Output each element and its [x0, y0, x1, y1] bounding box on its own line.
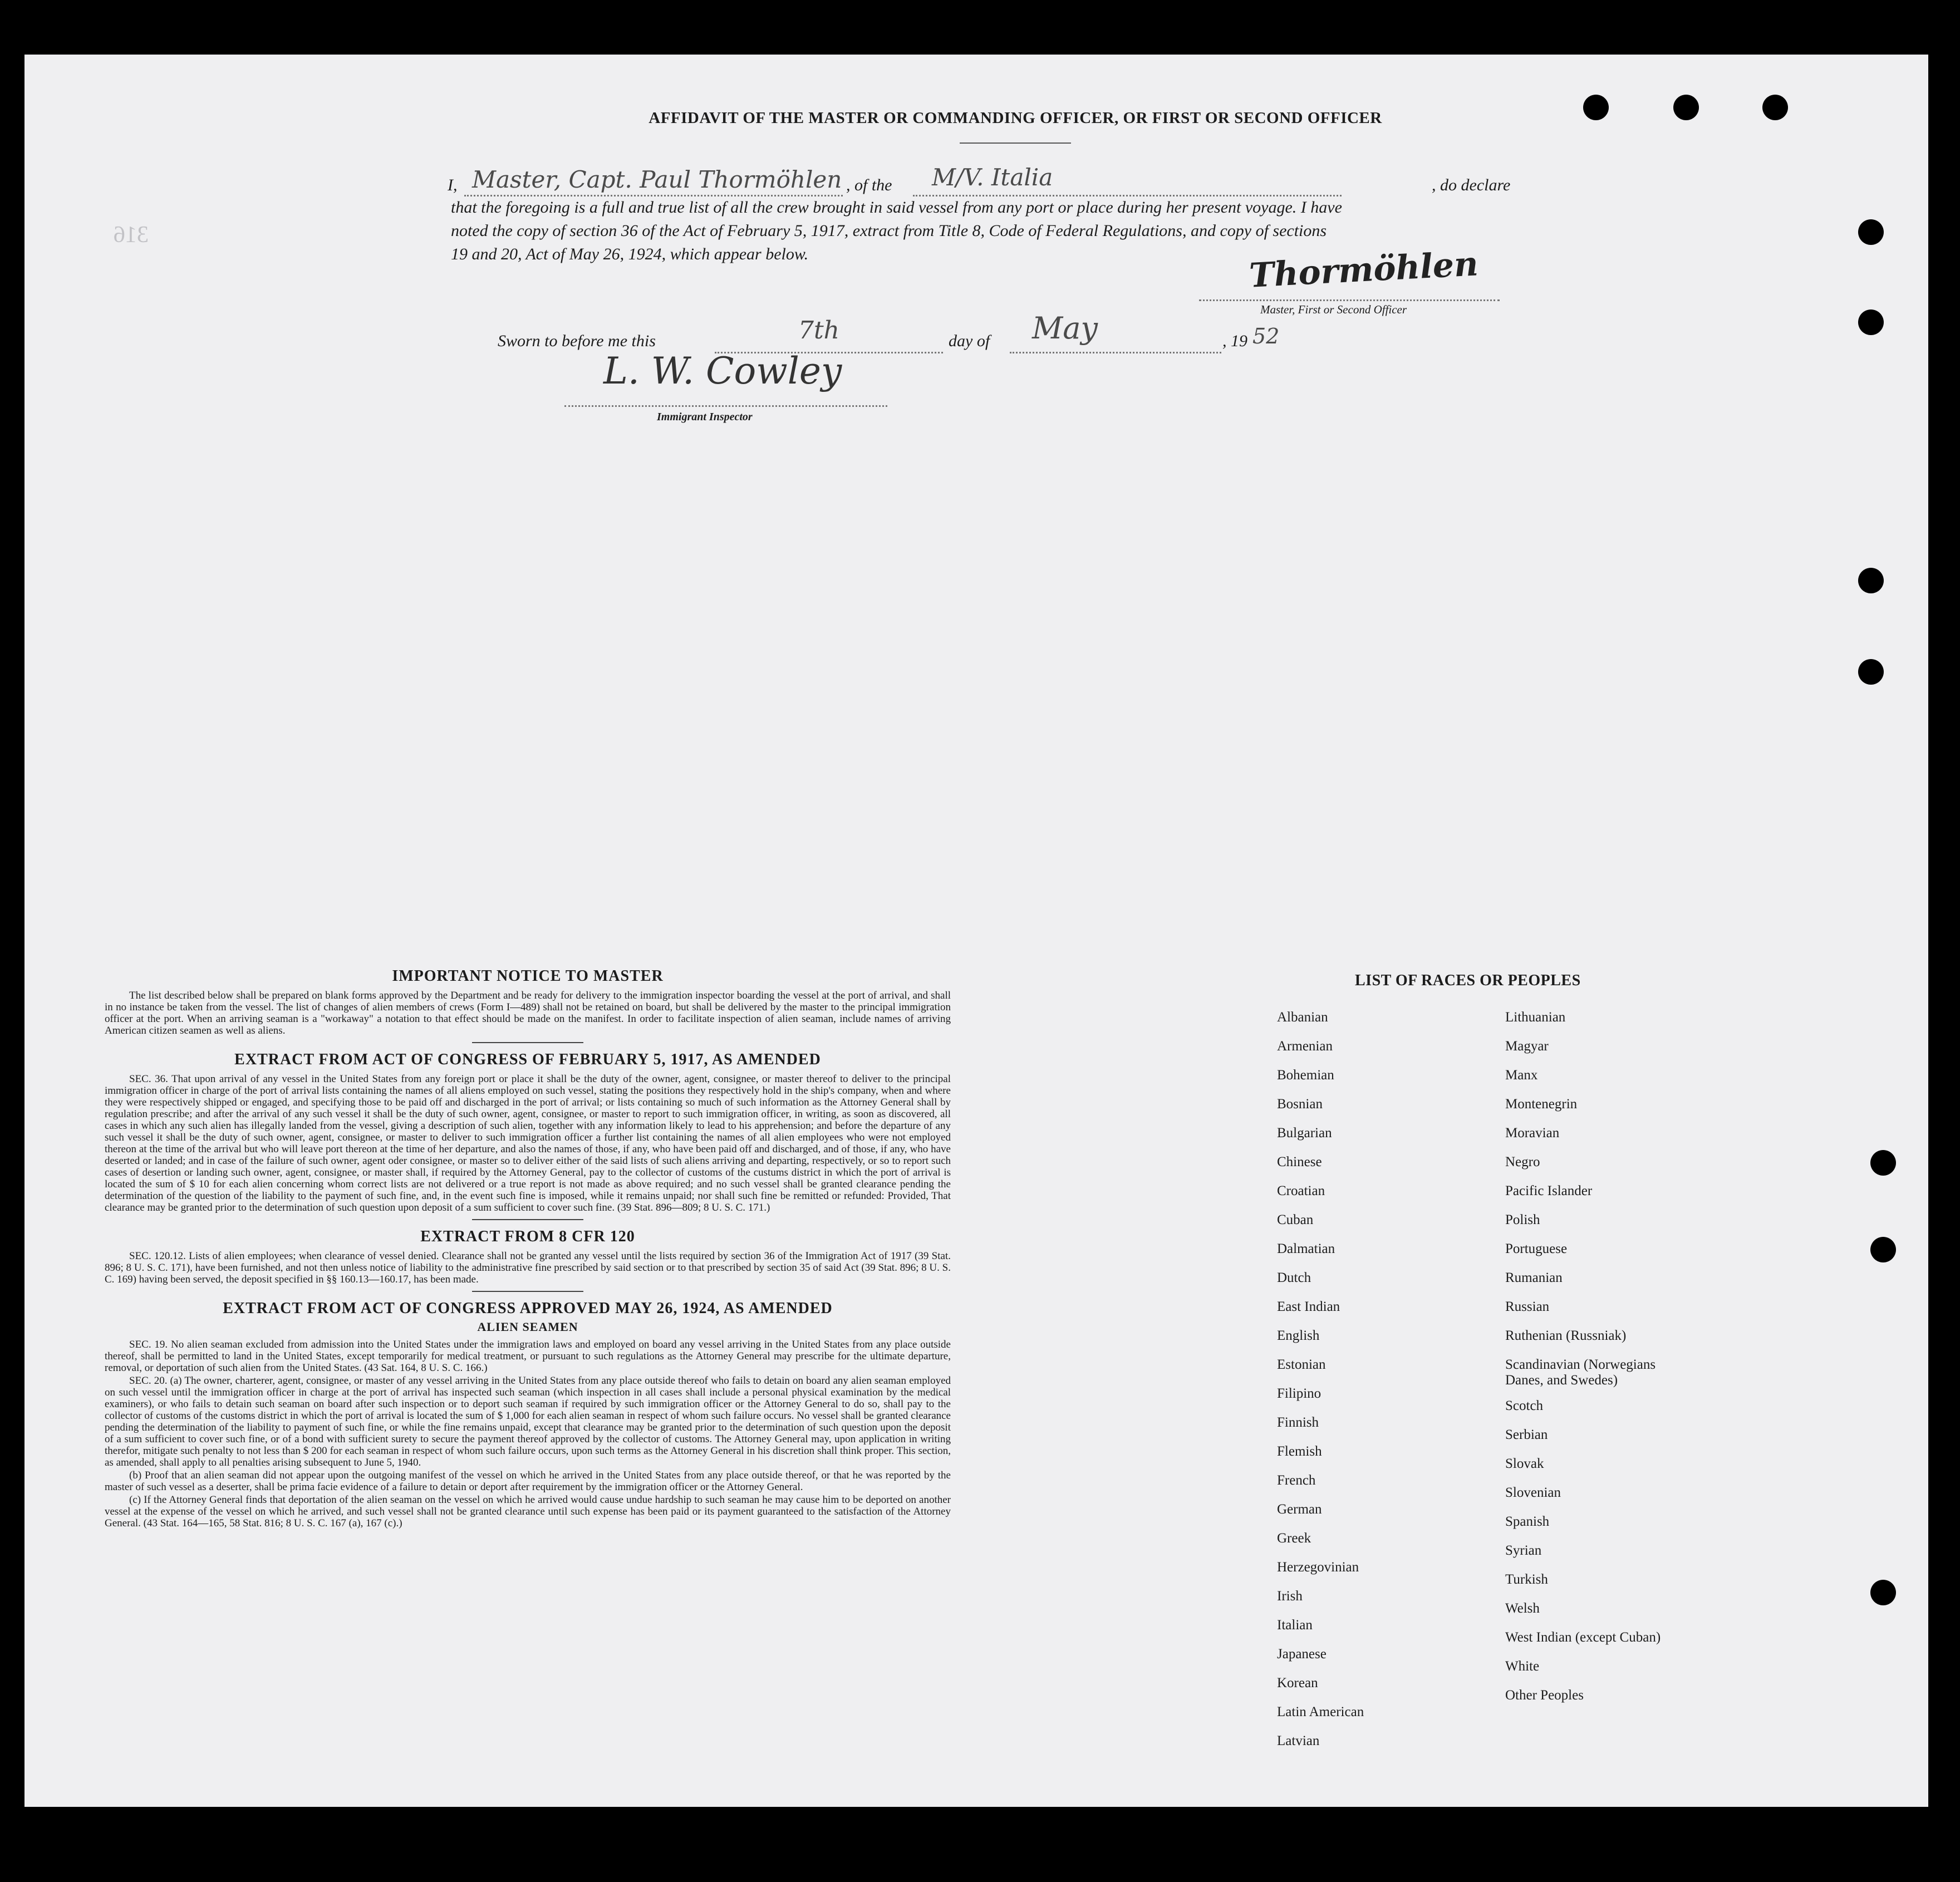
race-left-item: Japanese: [1277, 1647, 1327, 1662]
year-prefix: , 19: [1222, 332, 1247, 350]
extract-1917-body: SEC. 36. That upon arrival of any vessel in the United States from any foreign port or place it shall be the duty of the owner, agent, consignee, or master thereof to deliver to the principal immigration officer in charge of the port of arrival lists containing the names of all aliens employed on such vessel, stating the positions they respectively hold in the ship's company, when and where they were respectively shipped or engaged, and specifying those to be paid off and discharged in the port of arrival; or lists containing so much of such information as the Attorney General shall by regulation prescribe; and after the arrival of any such vessel it shall be the duty of such owner, agent, consignee, or master to report to such immigration officer, in writing, as soon as discovered, all cases in which any such alien has illegally landed from the vessel, giving a description of such alien, together with any information likely to lead to his apprehension; and before the departure of any such vessel it shall be the duty of such owner, agent, consignee, or master to deliver to such immigration officer a further list containing the names of all alien employees who were not employed thereon at the time of the arrival but who will leave port thereon at the time of her departure, and also the names of those, if any, who have been paid off and discharged, and of those, if any, who have deserted or landed; and in case of the failure of such owner, agent oder consignee, or master so to deliver either of the said lists of such aliens arriving and departing, respectively, or so to report such cases of desertion or landing such owner, agent, consignee, or master shall, if required by the Attorney General, pay to the collector of customs of the custums district in which the port of arrival is located the sum of $ 10 for each alien concerning whom correct lists are not delivered or a true report is not made as above required; and no such vessel shall be granted clearance pending the determination of the question of the liability to the payment of such fine, and, in the event such fine is imposed, while it remains unpaid; nor shall such fine be remitted or refunded: Provided, That clearance may be granted prior to the determination of such question upon deposit of a sum sufficient to cover such fine. (39 Stat. 896—809; 8 U. S. C. 171.): [105, 1073, 951, 1213]
affidavit-line-1: [448, 164, 1533, 198]
race-right-item: Spanish: [1505, 1514, 1550, 1529]
master-signature-caption: Master, First or Second Officer: [1260, 303, 1407, 316]
extract-1924-sec20b: (b) Proof that an alien seaman did not appear upon the outgoing manifest of the vessel on which he arrived in the United States from any place outside thereof, or that he was reported by the master of such vessel as a deserter, shall be prima facie evidence of a failure to detain or deport after requirement by the immigration officer or the Attorney General.: [105, 1470, 951, 1493]
race-right-item: Russian: [1505, 1299, 1550, 1314]
race-left-item: French: [1277, 1473, 1316, 1488]
race-left-item: Bulgarian: [1277, 1126, 1332, 1141]
races-title: LIST OF RACES OR PEOPLES: [1355, 972, 1581, 989]
race-right-item: Ruthenian (Russniak): [1505, 1328, 1627, 1343]
race-left-item: Albanian: [1277, 1010, 1328, 1025]
legal-extracts-column: [105, 967, 951, 1529]
of-the-label: , of the: [846, 176, 892, 194]
sworn-month-handwriting: May: [1032, 311, 1098, 346]
race-left-item: East Indian: [1277, 1299, 1340, 1314]
sworn-day-handwriting: 7th: [798, 316, 840, 345]
extract-1924-title: EXTRACT FROM ACT OF CONGRESS APPROVED MAY 26, 1924, AS AMENDED: [223, 1300, 833, 1317]
race-left-item: Dalmatian: [1277, 1241, 1335, 1256]
race-left-item: Latin American: [1277, 1704, 1364, 1719]
inspector-signature-line: [564, 400, 887, 407]
notice-body: The list described below shall be prepared on blank forms approved by the Department and be ready for delivery to the immigration inspector boarding the vessel at the port of arrival, and shall in no instance be taken from the vessel. The list of changes of alien members of crews (Form I—489) shall not be retained on board, but shall be delivered by the master to the principal immigration officer at the port. When an arriving seaman is a "workaway" a notation to that effect should be made on the manifest. In order to facilitate inspection of alien seaman, include names of arriving American citizen seamen as well as aliens.: [105, 990, 951, 1036]
punch-hole-right-5: [1870, 1150, 1896, 1176]
race-right-item: Other Peoples: [1505, 1688, 1584, 1703]
punch-hole-right-7: [1870, 1580, 1896, 1605]
vessel-name-handwriting: M/V. Italia: [932, 164, 1053, 191]
race-left-item: Filipino: [1277, 1386, 1322, 1401]
race-left-item: Latvian: [1277, 1733, 1320, 1748]
race-right-item: Serbian: [1505, 1427, 1548, 1442]
notice-title: IMPORTANT NOTICE TO MASTER: [392, 967, 664, 985]
race-left-item: Greek: [1277, 1531, 1311, 1546]
race-right-item: Portuguese: [1505, 1241, 1568, 1256]
affidavit-line-2: that the foregoing is a full and true list of all the crew brought in said vessel from any port or place during her present voyage. I have: [451, 198, 1342, 217]
race-left-item: Finnish: [1277, 1415, 1319, 1430]
race-right-item: Syrian: [1505, 1543, 1542, 1558]
race-right-item: Rumanian: [1505, 1270, 1563, 1285]
extract-1917-title: EXTRACT FROM ACT OF CONGRESS OF FEBRUARY 5, 1917, AS AMENDED: [234, 1051, 821, 1068]
punch-hole-right-3: [1858, 568, 1884, 593]
punch-hole-right-4: [1858, 659, 1884, 685]
inspector-signature: L. W. Cowley: [603, 350, 842, 392]
master-name-handwriting: Master, Capt. Paul Thormöhlen: [472, 166, 842, 193]
punch-hole-top-2: [1673, 95, 1699, 120]
inspector-caption: Immigrant Inspector: [657, 411, 753, 423]
extract-cfr-title: EXTRACT FROM 8 CFR 120: [420, 1228, 635, 1245]
title-rule: [960, 142, 1071, 144]
section-rule: [472, 1042, 583, 1043]
faint-page-number: 316: [114, 222, 149, 248]
race-right-item: Moravian: [1505, 1126, 1560, 1141]
race-left-item: Cuban: [1277, 1212, 1314, 1227]
do-declare-label: , do declare: [1432, 176, 1511, 194]
race-right-item: Scotch: [1505, 1398, 1544, 1413]
race-left-item: German: [1277, 1502, 1322, 1517]
punch-hole-right-6: [1870, 1237, 1896, 1262]
affidavit-line-4: 19 and 20, Act of May 26, 1924, which appear below.: [451, 245, 809, 263]
race-right-item: Turkish: [1505, 1572, 1548, 1587]
race-left-item: Irish: [1277, 1589, 1303, 1604]
race-left-item: Chinese: [1277, 1154, 1322, 1170]
punch-hole-top-1: [1583, 95, 1609, 120]
punch-hole-right-2: [1858, 309, 1884, 335]
punch-hole-top-3: [1762, 95, 1788, 120]
race-right-item: Negro: [1505, 1154, 1540, 1170]
race-right-item: White: [1505, 1659, 1540, 1674]
race-left-item: Herzegovinian: [1277, 1560, 1359, 1575]
race-right-item: Scandinavian (Norwegians Danes, and Swedes): [1505, 1357, 1656, 1388]
sworn-label: Sworn to before me this: [498, 332, 656, 350]
document-page: [24, 55, 1928, 1807]
race-left-item: Dutch: [1277, 1270, 1311, 1285]
extract-1924-sec19: SEC. 19. No alien seaman excluded from admission into the United States under the immigration laws and employed on board any vessel arriving in the United States from any place outside thereof, shall be permitted to land in the United States, except temporarily for medical treatment, or pursuant to such regulations as the Attorney General may prescribe for the ultimate departure, removal, or deportation of such alien from the United States. (43 Sat. 164, 8 U. S. C. 166.): [105, 1339, 951, 1374]
section-rule: [472, 1291, 583, 1292]
race-left-item: Italian: [1277, 1618, 1313, 1633]
year-handwriting: 52: [1252, 324, 1280, 348]
race-right-item: Polish: [1505, 1212, 1540, 1227]
race-left-item: Bohemian: [1277, 1068, 1334, 1083]
race-right-item: Montenegrin: [1505, 1097, 1578, 1112]
race-right-item: Slovak: [1505, 1456, 1544, 1471]
declarant-prefix: I,: [448, 176, 458, 194]
day-of-label: day of: [949, 332, 990, 350]
race-left-item: Korean: [1277, 1675, 1318, 1691]
master-signature: Thormöhlen: [1248, 244, 1480, 296]
extract-1924-subtitle: ALIEN SEAMEN: [477, 1320, 578, 1334]
extract-1924-sec20a: SEC. 20. (a) The owner, charterer, agent, consignee, or master of any vessel arriving in the United States from any place outside thereof who fails to detain on board any alien seaman employed on such vessel until the immigration officer in charge at the port of arrival has inspected such seaman (which inspection in all cases shall include a personal physical examination by the medical examiners), or who fails to detain such seaman on board after such inspection or to deport such seaman if required by such immigration officer or the Attorney General to do so, shall pay to the collector of customs of the customs district in which the port of arrival is located the sum of $ 1,000 for each alien seaman in respect of whom such failure occurs. No vessel shall be granted clearance pending the determination of the liability to payment of such fine, or while the fine remains unpaid, except that clearance may be granted prior to the determination of such question upon the deposit of a sum sufficient to cover such fine, or of a bond with sufficient surety to secure the payment thereof approved by the collector of customs. The Attorney General may, upon application in writing therefor, mitigate such penalty to not less than $ 200 for each seaman in respect of whom such failure occurs, upon such terms as the Attorney General in his discretion shall think proper. This section, as amended, shall apply to all penalties arising subsequent to June 5, 1940.: [105, 1375, 951, 1468]
race-left-item: Bosnian: [1277, 1097, 1323, 1112]
race-left-item: Estonian: [1277, 1357, 1326, 1372]
extract-cfr-body: SEC. 120.12. Lists of alien employees; when clearance of vessel denied. Clearance shall not be granted any vessel until the lists required by section 36 of the Immigration Act of 1917 (39 Stat. 896; 8 U. S. C. 171), have been furnished, and not then unless notice of liability to the administrative fine prescribed by said section or to that prescribed by section 35 of said Act (39 Stat. 896; 8 U. S. C. 169) having been served, the deposit specified in §§ 160.13—160.17, has been made.: [105, 1250, 951, 1285]
affidavit-title: AFFIDAVIT OF THE MASTER OR COMMANDING OFFICER, OR FIRST OR SECOND OFFICER: [649, 109, 1382, 127]
race-right-item: Welsh: [1505, 1601, 1540, 1616]
race-right-item: West Indian (except Cuban): [1505, 1630, 1661, 1645]
race-left-item: Flemish: [1277, 1444, 1322, 1459]
punch-hole-right-1: [1858, 219, 1884, 245]
race-left-item: Croatian: [1277, 1183, 1325, 1198]
race-right-item: Pacific Islander: [1505, 1183, 1593, 1198]
race-left-item: Armenian: [1277, 1039, 1333, 1054]
race-right-item: Magyar: [1505, 1039, 1549, 1054]
race-right-item: Lithuanian: [1505, 1010, 1566, 1025]
affidavit-line-3: noted the copy of section 36 of the Act of February 5, 1917, extract from Title 8, Code of Federal Regulations, and copy of sections: [451, 222, 1327, 240]
extract-1924-sec20c: (c) If the Attorney General finds that deportation of the alien seaman on the vessel on which he arrived would cause undue hardship to such seaman he may cause him to be deported on another vessel at the expense of the vessel on which he arrived, and such vessel shall not be granted clearance until such expense has been paid or its payment guaranteed to the satisfaction of the Attorney General. (43 Stat. 164—165, 58 Stat. 816; 8 U. S. C. 167 (a), 167 (c).): [105, 1494, 951, 1529]
race-left-item: English: [1277, 1328, 1320, 1343]
race-right-item: Manx: [1505, 1068, 1538, 1083]
race-right-item: Slovenian: [1505, 1485, 1561, 1500]
section-rule: [472, 1219, 583, 1220]
